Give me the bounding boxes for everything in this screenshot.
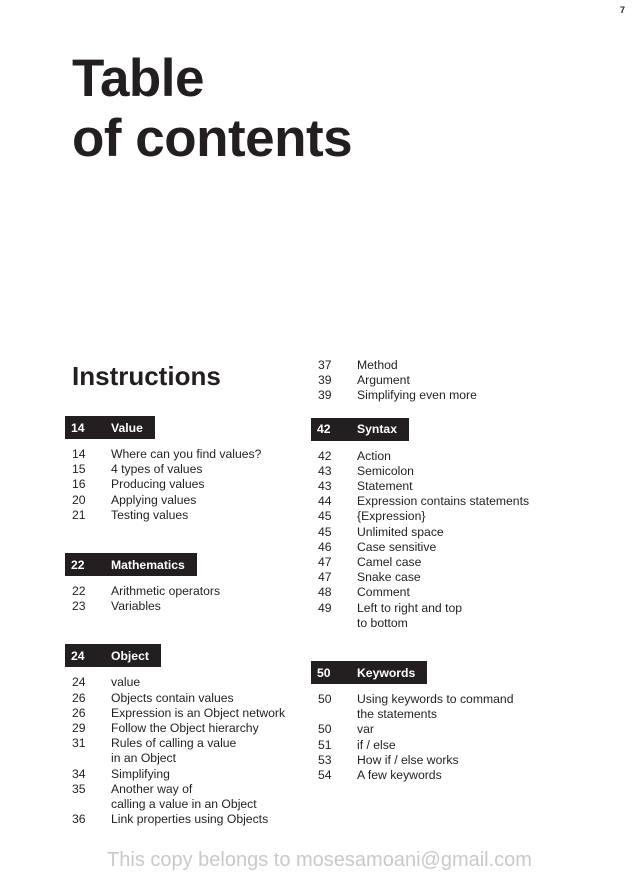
toc-entry-line: Unlimited space bbox=[357, 524, 444, 539]
toc-entry-line: Case sensitive bbox=[357, 539, 437, 554]
toc-entry-title bbox=[357, 449, 551, 464]
toc-entry-page-number: 14 bbox=[72, 447, 86, 461]
toc-entry-line: in an Object bbox=[111, 751, 177, 766]
toc-entry-line: Method bbox=[357, 358, 398, 372]
chapter-title: Object bbox=[111, 648, 149, 663]
toc-entry[interactable] bbox=[311, 464, 551, 479]
watermark: This copy belongs to mosesamoani@gmail.com bbox=[107, 849, 532, 871]
toc-entry[interactable] bbox=[311, 540, 551, 555]
toc-entry-page-number: 20 bbox=[72, 492, 86, 507]
toc-entry-line: Simplifying even more bbox=[357, 388, 477, 403]
toc-entry[interactable] bbox=[65, 477, 305, 492]
page-number: 7 bbox=[619, 5, 625, 15]
chapter-header[interactable] bbox=[311, 661, 427, 684]
toc-entry[interactable] bbox=[311, 570, 551, 585]
toc-entry-page-number: 45 bbox=[318, 509, 332, 524]
toc-entry-page-number: 51 bbox=[318, 737, 332, 752]
toc-entry-line: to bottom bbox=[357, 615, 408, 630]
toc-entry[interactable] bbox=[311, 555, 551, 570]
chapter-entries bbox=[311, 449, 551, 631]
toc-entry-page-number: 39 bbox=[318, 388, 332, 403]
toc-entry-title bbox=[357, 464, 551, 479]
toc-entry-title bbox=[357, 722, 551, 737]
toc-entry-line: Follow the Object hierarchy bbox=[111, 721, 259, 736]
toc-entry-page-number: 35 bbox=[72, 781, 86, 796]
toc-entry-line: Camel case bbox=[357, 555, 422, 570]
chapter-title: Value bbox=[111, 420, 143, 435]
toc-entry-line: Action bbox=[357, 448, 391, 463]
toc-entry-title bbox=[357, 373, 551, 388]
chapter-object bbox=[65, 644, 305, 827]
toc-entry-page-number: 31 bbox=[72, 736, 86, 751]
toc-entry-line: Argument bbox=[357, 373, 410, 388]
toc-entry[interactable] bbox=[65, 691, 305, 706]
toc-entry-page-number: 15 bbox=[72, 462, 86, 477]
toc-entry-line: 4 types of values bbox=[111, 462, 203, 477]
toc-entry-page-number: 26 bbox=[72, 705, 86, 720]
toc-entry-line: A few keywords bbox=[357, 768, 442, 783]
toc-entry-title bbox=[357, 494, 551, 509]
toc-entry-page-number: 49 bbox=[318, 600, 332, 615]
toc-entry-line: Snake case bbox=[357, 570, 421, 585]
toc-entry-line: Statement bbox=[357, 479, 413, 494]
toc-entry-title bbox=[111, 599, 305, 614]
toc-entry-title bbox=[111, 721, 305, 736]
toc-entry[interactable] bbox=[311, 722, 551, 737]
toc-entry-page-number: 26 bbox=[72, 690, 86, 705]
toc-entry-page-number: 46 bbox=[318, 539, 332, 554]
title-line-2: of contents bbox=[72, 109, 353, 168]
toc-entry-page-number: 50 bbox=[318, 722, 332, 737]
toc-entry[interactable] bbox=[65, 462, 305, 477]
toc-entry-page-number: 42 bbox=[318, 448, 332, 463]
toc-entry[interactable] bbox=[311, 494, 551, 509]
toc-entry[interactable] bbox=[311, 479, 551, 494]
toc-entry-title bbox=[111, 477, 305, 492]
toc-entry-title bbox=[357, 570, 551, 585]
chapter-header[interactable] bbox=[65, 553, 197, 576]
toc-entry[interactable] bbox=[311, 449, 551, 464]
chapter-number: 24 bbox=[71, 648, 85, 663]
toc-entry-title bbox=[111, 462, 305, 477]
chapter-number: 50 bbox=[317, 665, 331, 680]
chapter-mathematics bbox=[65, 553, 305, 614]
toc-entry[interactable] bbox=[65, 599, 305, 614]
chapter-entries bbox=[65, 447, 305, 523]
chapter-entries bbox=[65, 675, 305, 827]
toc-entry[interactable] bbox=[311, 692, 551, 722]
toc-entry-title bbox=[357, 601, 551, 631]
toc-entry-page-number: 47 bbox=[318, 570, 332, 585]
toc-entry-page-number: 54 bbox=[318, 768, 332, 783]
toc-entry-page-number: 53 bbox=[318, 752, 332, 767]
toc-entry-title bbox=[111, 706, 305, 721]
toc-entry[interactable] bbox=[65, 736, 305, 766]
toc-entry[interactable] bbox=[65, 447, 305, 462]
toc-entry-page-number: 36 bbox=[72, 812, 86, 827]
toc-entry-title bbox=[111, 691, 305, 706]
toc-entry-line: How if / else works bbox=[357, 752, 459, 767]
chapter-number: 14 bbox=[71, 420, 85, 435]
toc-entry-line: Arithmetic operators bbox=[111, 584, 221, 599]
toc-entry-title bbox=[357, 540, 551, 555]
toc-entry[interactable] bbox=[311, 373, 551, 388]
toc-entry-line: {Expression} bbox=[357, 509, 426, 524]
toc-entry[interactable] bbox=[65, 493, 305, 508]
chapter-value bbox=[65, 416, 305, 523]
toc-entry-title bbox=[357, 585, 551, 600]
toc-entry-page-number: 50 bbox=[318, 692, 332, 707]
toc-entry-title bbox=[111, 767, 305, 782]
toc-entry-title bbox=[111, 493, 305, 508]
toc-entry-page-number: 37 bbox=[318, 358, 332, 372]
toc-entry[interactable] bbox=[65, 675, 305, 690]
chapter-header[interactable] bbox=[311, 418, 409, 441]
toc-entry-page-number: 44 bbox=[318, 494, 332, 509]
toc-entry[interactable] bbox=[65, 721, 305, 736]
toc-entry-page-number: 39 bbox=[318, 373, 332, 388]
toc-entry-line: Objects contain values bbox=[111, 690, 234, 705]
chapter-header[interactable] bbox=[65, 416, 155, 439]
toc-entry-title bbox=[111, 584, 305, 599]
toc-entry-title bbox=[357, 525, 551, 540]
section-title: Instructions bbox=[72, 361, 221, 391]
chapter-title: Syntax bbox=[357, 422, 397, 437]
chapter-number: 42 bbox=[317, 422, 331, 437]
chapter-entries bbox=[311, 692, 551, 783]
toc-entry[interactable] bbox=[311, 585, 551, 600]
toc-entry-line: Semicolon bbox=[357, 463, 414, 478]
chapter-entries bbox=[65, 584, 305, 614]
chapter-title: Mathematics bbox=[111, 557, 185, 572]
toc-entry-title bbox=[357, 509, 551, 524]
toc-entry-title bbox=[357, 555, 551, 570]
toc-entry-page-number: 22 bbox=[72, 584, 86, 599]
toc-entry-line: Left to right and top bbox=[357, 600, 463, 615]
toc-entry-title bbox=[357, 388, 551, 403]
toc-entry-line: the statements bbox=[357, 707, 437, 722]
toc-entry-title bbox=[357, 479, 551, 494]
toc-entry-line: Rules of calling a value bbox=[111, 736, 237, 751]
toc-entry-page-number: 29 bbox=[72, 721, 86, 736]
page-title bbox=[72, 49, 352, 169]
toc-entry-title bbox=[111, 447, 305, 462]
toc-entry-page-number: 48 bbox=[318, 585, 332, 600]
toc-entry[interactable] bbox=[311, 509, 551, 524]
toc-entry[interactable] bbox=[311, 738, 551, 753]
toc-entry-title bbox=[111, 508, 305, 523]
toc-entry-line: Using keywords to command bbox=[357, 692, 514, 707]
toc-entry[interactable] bbox=[65, 584, 305, 599]
toc-entry[interactable] bbox=[311, 768, 551, 783]
toc-entry-line: Testing values bbox=[111, 507, 189, 522]
chapter-keywords bbox=[311, 661, 551, 783]
chapter-number: 22 bbox=[71, 557, 85, 572]
toc-entry-title bbox=[111, 812, 305, 827]
toc-entry-page-number: 47 bbox=[318, 555, 332, 570]
toc-entry[interactable] bbox=[65, 508, 305, 523]
toc-entry-line: Variables bbox=[111, 599, 161, 614]
toc-entry-line: var bbox=[357, 722, 374, 737]
chapter-syntax bbox=[311, 418, 551, 631]
toc-entry-page-number: 24 bbox=[72, 675, 86, 690]
toc-entry-line: if / else bbox=[357, 737, 396, 752]
toc-entry-line: Link properties using Objects bbox=[111, 812, 269, 827]
toc-entry-line: Another way of bbox=[111, 781, 193, 796]
toc-entry[interactable] bbox=[311, 525, 551, 540]
toc-entry-line: calling a value in an Object bbox=[111, 797, 257, 812]
toc-entry-line: Expression is an Object network bbox=[111, 705, 286, 720]
toc-entry-title bbox=[357, 692, 551, 722]
toc-entry-line: Where can you find values? bbox=[111, 447, 262, 461]
toc-entry[interactable] bbox=[311, 601, 551, 631]
toc-entry-page-number: 34 bbox=[72, 766, 86, 781]
toc-entry-title bbox=[357, 768, 551, 783]
toc-entry-title bbox=[111, 736, 305, 766]
chapter-header[interactable] bbox=[65, 644, 161, 667]
toc-entry-line: Simplifying bbox=[111, 766, 170, 781]
toc-entry-title bbox=[111, 675, 305, 690]
toc-entry[interactable] bbox=[65, 706, 305, 721]
toc-entry-page-number: 43 bbox=[318, 479, 332, 494]
toc-entry[interactable] bbox=[311, 388, 551, 403]
toc-entry[interactable] bbox=[65, 812, 305, 827]
toc-entry-page-number: 23 bbox=[72, 599, 86, 614]
chapter-title: Keywords bbox=[357, 665, 416, 680]
toc-right-column bbox=[311, 358, 551, 783]
toc-entry[interactable] bbox=[311, 358, 551, 373]
toc-entry-title bbox=[357, 358, 551, 373]
toc-entry-line: Expression contains statements bbox=[357, 494, 530, 509]
toc-entry-line: Comment bbox=[357, 585, 410, 600]
toc-entry-title bbox=[357, 753, 551, 768]
toc-entry-page-number: 16 bbox=[72, 477, 86, 492]
toc-entry[interactable] bbox=[65, 767, 305, 782]
toc-entry-line: value bbox=[111, 675, 141, 690]
toc-entry-page-number: 21 bbox=[72, 507, 86, 522]
continued-entries bbox=[311, 358, 551, 404]
toc-entry[interactable] bbox=[311, 753, 551, 768]
toc-entry-page-number: 45 bbox=[318, 524, 332, 539]
toc-entry-line: Producing values bbox=[111, 477, 205, 492]
toc-entry[interactable] bbox=[65, 782, 305, 812]
toc-entry-line: Applying values bbox=[111, 492, 197, 507]
toc-entry-page-number: 43 bbox=[318, 463, 332, 478]
toc-entry-title bbox=[111, 782, 305, 812]
title-line-1: Table bbox=[72, 49, 204, 108]
toc-left-column bbox=[65, 416, 305, 827]
toc-entry-title bbox=[357, 738, 551, 753]
